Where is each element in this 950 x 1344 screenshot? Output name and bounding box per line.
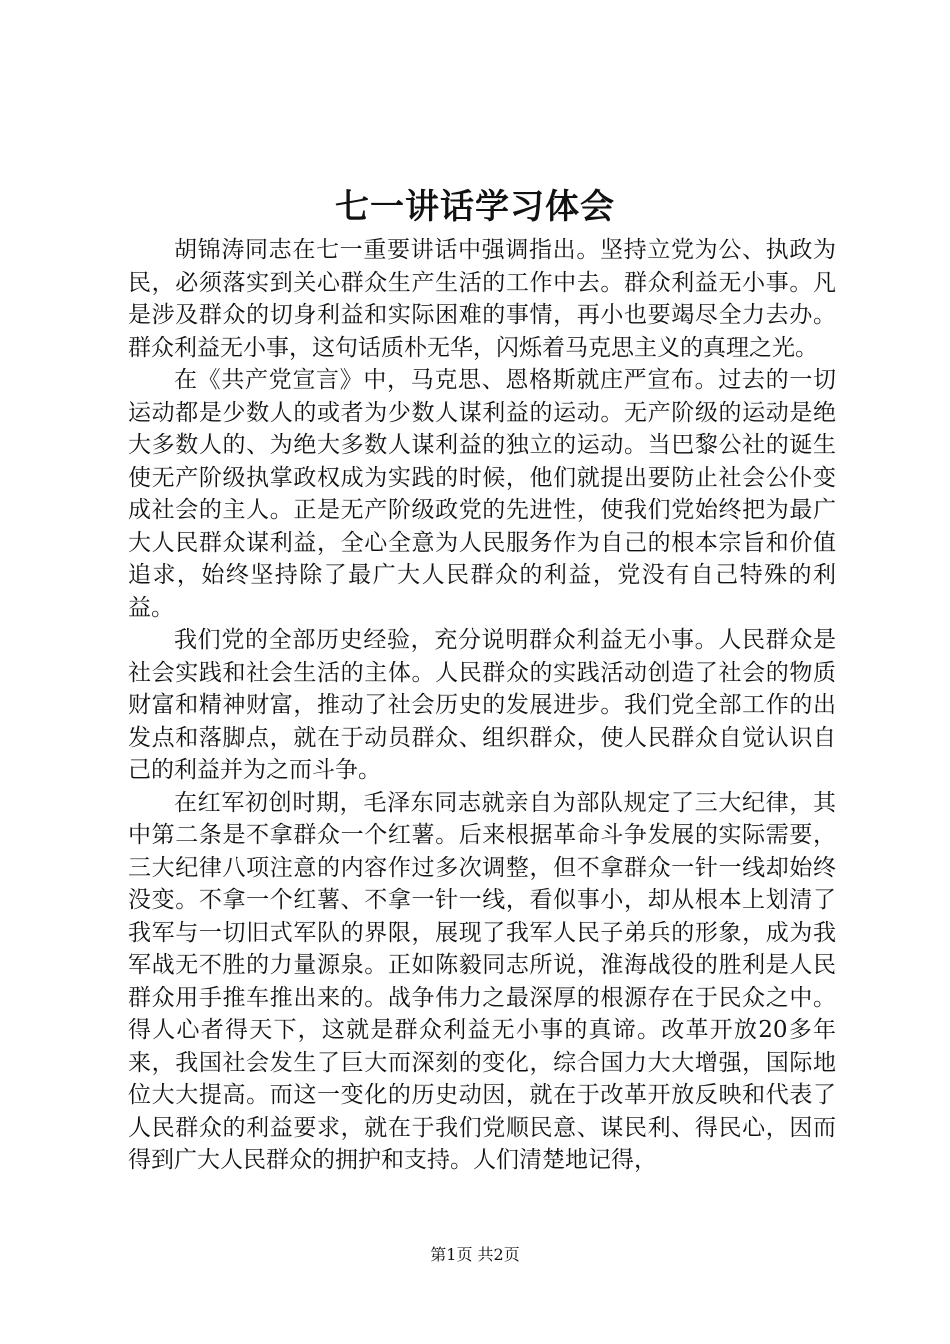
document-body [128, 234, 836, 1177]
paragraph-4: 在红军初创时期，毛泽东同志就亲自为部队规定了三大纪律，其中第二条是不拿群众一个红薯。后来根据革命斗争发展的实际需要，三大纪律八项注意的内容作过多次调整，但不拿群众一针一线却始终没变。不拿一个红薯、不拿一针一线，看似事小，却从根本上划清了我军与一切旧式军队的界限，展现了我军人民子弟兵的形象，成为我军战无不胜的力量源泉。正如陈毅同志所说，淮海战役的胜利是人民群众用手推车推出来的。战争伟力之最深厚的根源存在于民众之中。得人心者得天下，这就是群众利益无小事的真谛。改革开放20多年来，我国社会发生了巨大而深刻的变化，综合国力大大增强，国际地位大大提高。而这一变化的历史动因，就在于改革开放反映和代表了人民群众的利益要求，就在于我们党顺民意、谋民利、得民心，因而得到广大人民群众的拥护和支持。人们清楚地记得， [128, 789, 836, 1173]
paragraph-1: 胡锦涛同志在七一重要讲话中强调指出。坚持立党为公、执政为民，必须落实到关心群众生产生活的工作中去。群众利益无小事。凡是涉及群众的切身利益和实际困难的事情，再小也要竭尽全力去办。群众利益无小事，这句话质朴无华，闪烁着马克思主义的真理之光。 [128, 237, 836, 361]
paragraph-3: 我们党的全部历史经验，充分说明群众利益无小事。人民群众是社会实践和社会生活的主体。人民群众的实践活动创造了社会的物质财富和精神财富，推动了社会历史的发展进步。我们党全部工作的出发点和落脚点，就在于动员群众、组织群众，使人民群众自觉认识自己的利益并为之而斗争。 [128, 627, 836, 783]
document-title: 七一讲话学习体会 [335, 187, 615, 227]
paragraph-2: 在《共产党宣言》中，马克思、恩格斯就庄严宣布。过去的一切运动都是少数人的或者为少数人谋利益的运动。无产阶级的运动是绝大多数人的、为绝大多数人谋利益的独立的运动。当巴黎公社的诞生使无产阶级执掌政权成为实践的时候，他们就提出要防止社会公仆变成社会的主人。正是无产阶级政党的先进性，使我们党始终把为最广大人民群众谋利益，全心全意为人民服务作为自己的根本宗旨和价值追求，始终坚持除了最广大人民群众的利益，党没有自己特殊的利益。 [128, 367, 836, 621]
page-footer: 第1页 共2页 [430, 1245, 520, 1264]
